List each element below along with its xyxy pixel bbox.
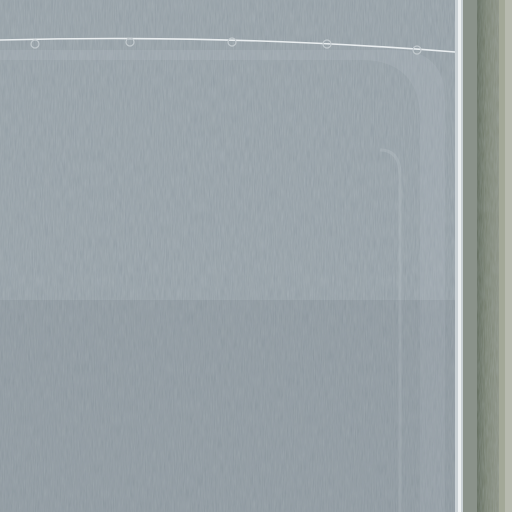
field-shade: [0, 300, 462, 512]
grass-verge: [463, 0, 477, 512]
field-edge-line: [458, 0, 461, 512]
road-surface: [505, 0, 512, 512]
verge-texture: [477, 0, 499, 512]
